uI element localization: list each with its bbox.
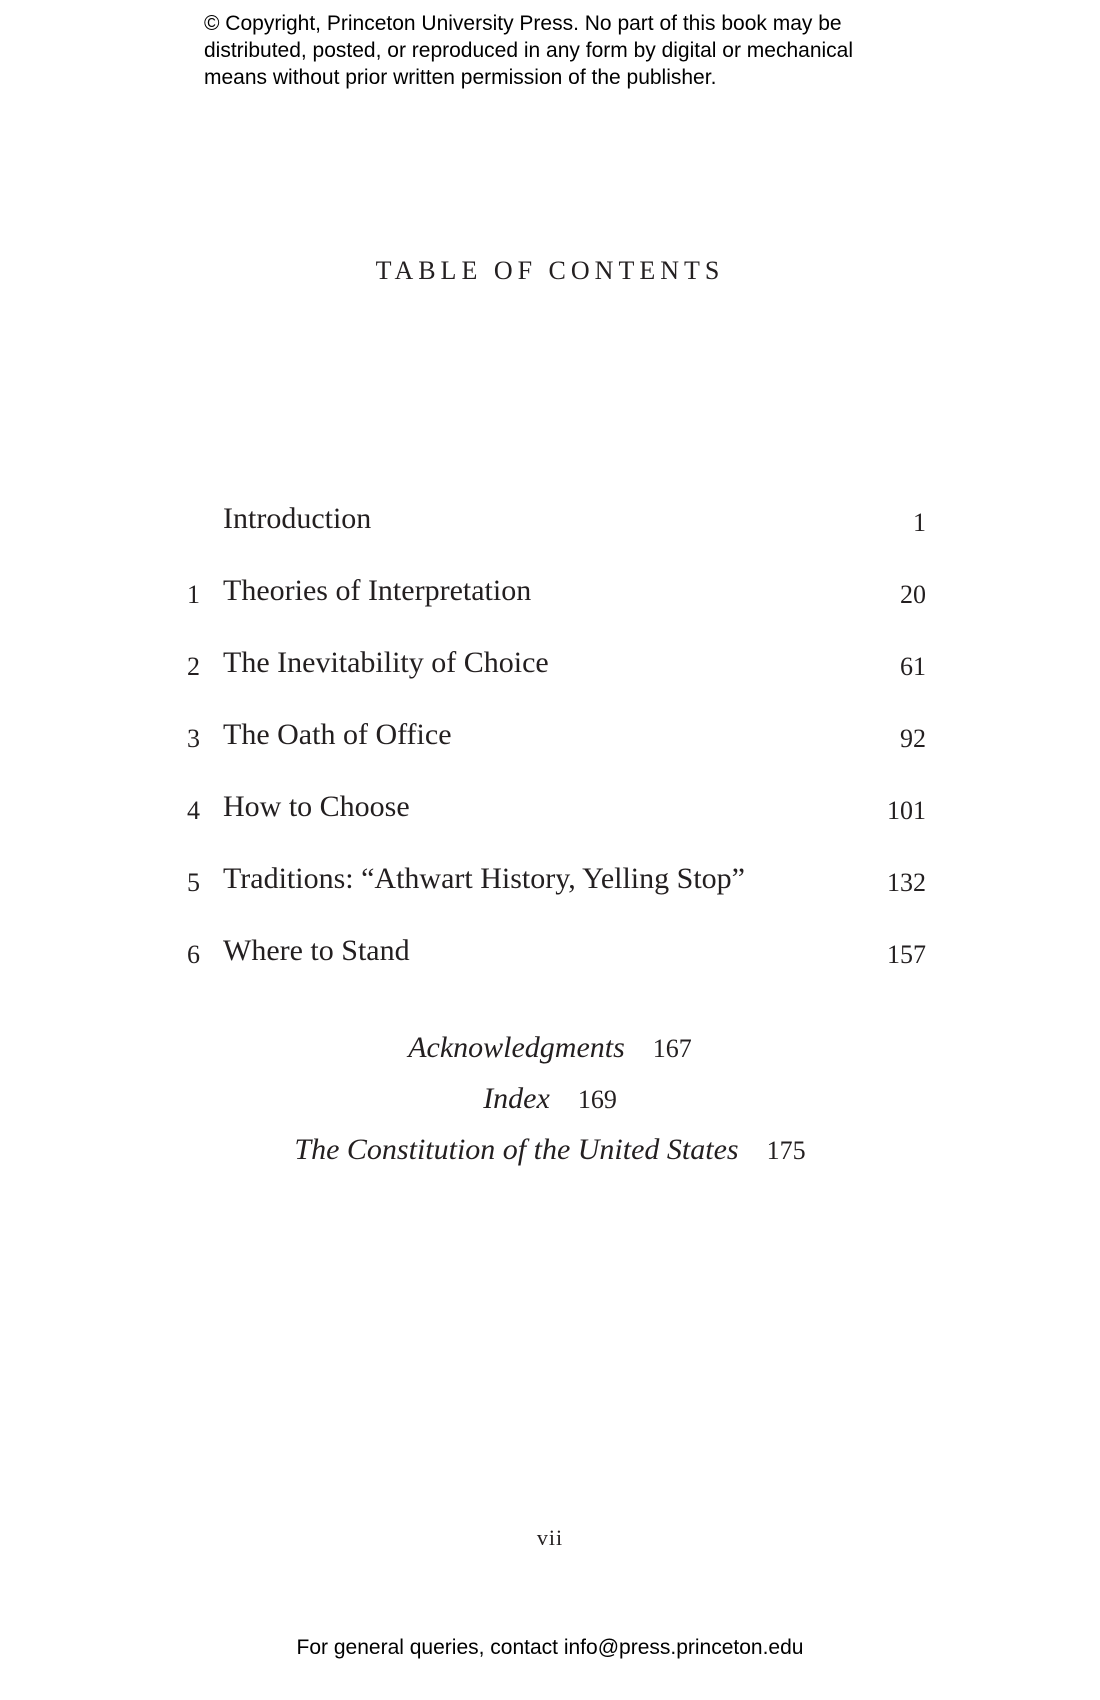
chapter-title: The Inevitability of Choice xyxy=(223,646,549,679)
chapter-title: Where to Stand xyxy=(223,934,410,967)
chapter-number: 2 xyxy=(187,652,200,681)
page-number: 61 xyxy=(900,652,926,681)
chapter-number: 4 xyxy=(187,796,200,825)
chapter-number: 5 xyxy=(187,868,200,897)
backmatter-title: Acknowledgments xyxy=(408,1031,625,1064)
copyright-line: © Copyright, Princeton University Press. No part of this book may be xyxy=(204,12,842,35)
page-number: 157 xyxy=(887,940,926,969)
page-number: 1 xyxy=(913,508,926,537)
page-number: 167 xyxy=(652,1034,692,1063)
page-title: TABLE OF CONTENTS xyxy=(375,256,725,285)
toc-entry-chapter-6[interactable] xyxy=(0,931,1100,1003)
copyright-line: distributed, posted, or reproduced in any form by digital or mechanical xyxy=(204,39,854,62)
backmatter-list xyxy=(0,1028,1100,1181)
chapter-title: Traditions: “Athwart History, Yelling Stop” xyxy=(223,862,745,895)
backmatter-entry-acknowledgments[interactable] xyxy=(0,1028,1100,1079)
toc-entry-chapter-1[interactable] xyxy=(0,571,1100,643)
copyright-notice xyxy=(204,10,924,91)
backmatter-entry-constitution[interactable] xyxy=(0,1130,1100,1181)
chapter-title: Introduction xyxy=(223,502,372,535)
backmatter-entry-index[interactable] xyxy=(0,1079,1100,1130)
backmatter-title: Index xyxy=(483,1082,550,1115)
toc-entry-chapter-4[interactable] xyxy=(0,787,1100,859)
toc-entry-chapter-2[interactable] xyxy=(0,643,1100,715)
chapter-number: 3 xyxy=(187,724,200,753)
page-number: 175 xyxy=(766,1136,806,1165)
chapter-title: Theories of Interpretation xyxy=(223,574,532,607)
page-number: 169 xyxy=(577,1085,617,1114)
toc-entry-chapter-5[interactable] xyxy=(0,859,1100,931)
copyright-line: means without prior written permission of the publisher. xyxy=(204,66,717,89)
chapter-title: How to Choose xyxy=(223,790,410,823)
page-number: 132 xyxy=(887,868,926,897)
chapter-number: 6 xyxy=(187,940,200,969)
folio-page-number: vii xyxy=(536,1525,564,1550)
page-number: 92 xyxy=(900,724,926,753)
chapter-number: 1 xyxy=(187,580,200,609)
backmatter-title: The Constitution of the United States xyxy=(294,1133,739,1166)
chapter-title: The Oath of Office xyxy=(223,718,452,751)
toc-entry-chapter-3[interactable] xyxy=(0,715,1100,787)
page-number: 101 xyxy=(887,796,926,825)
toc-list xyxy=(0,499,1100,1003)
page-number: 20 xyxy=(900,580,926,609)
footer-contact: For general queries, contact info@press.princeton.edu xyxy=(296,1636,804,1659)
toc-entry-introduction[interactable] xyxy=(0,499,1100,571)
